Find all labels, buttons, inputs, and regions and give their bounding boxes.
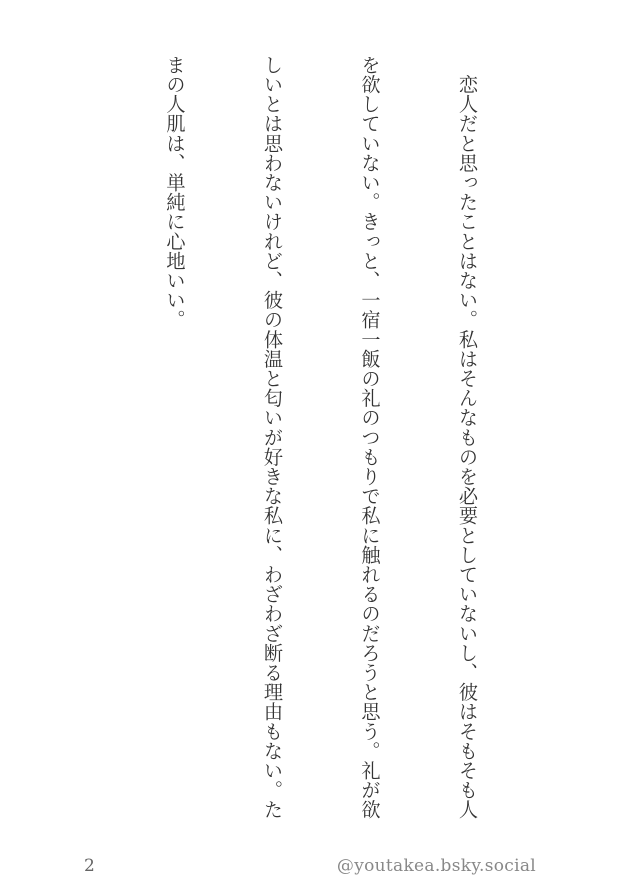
blank-column xyxy=(61,55,94,850)
text-column: を欲していない。きっと、一宿一飯の礼のつもりで私に触れるのだろうと思う。礼が欲 xyxy=(358,55,382,820)
text-column: 恋人だと思ったことはない。私はそんなものを必要としていないし、彼はそもそも人 xyxy=(456,55,479,820)
text-column: まの人肌は、単純に心地いい。 xyxy=(163,55,187,330)
text-column: しいとは思わないけれど、彼の体温と匂いが好きな私に、わざわざ断る理由もない。た xyxy=(261,55,284,820)
vertical-body-text xyxy=(0,55,548,850)
author-credit: @youtakea.bsky.social xyxy=(336,856,536,876)
page-number: 2 xyxy=(84,856,95,876)
